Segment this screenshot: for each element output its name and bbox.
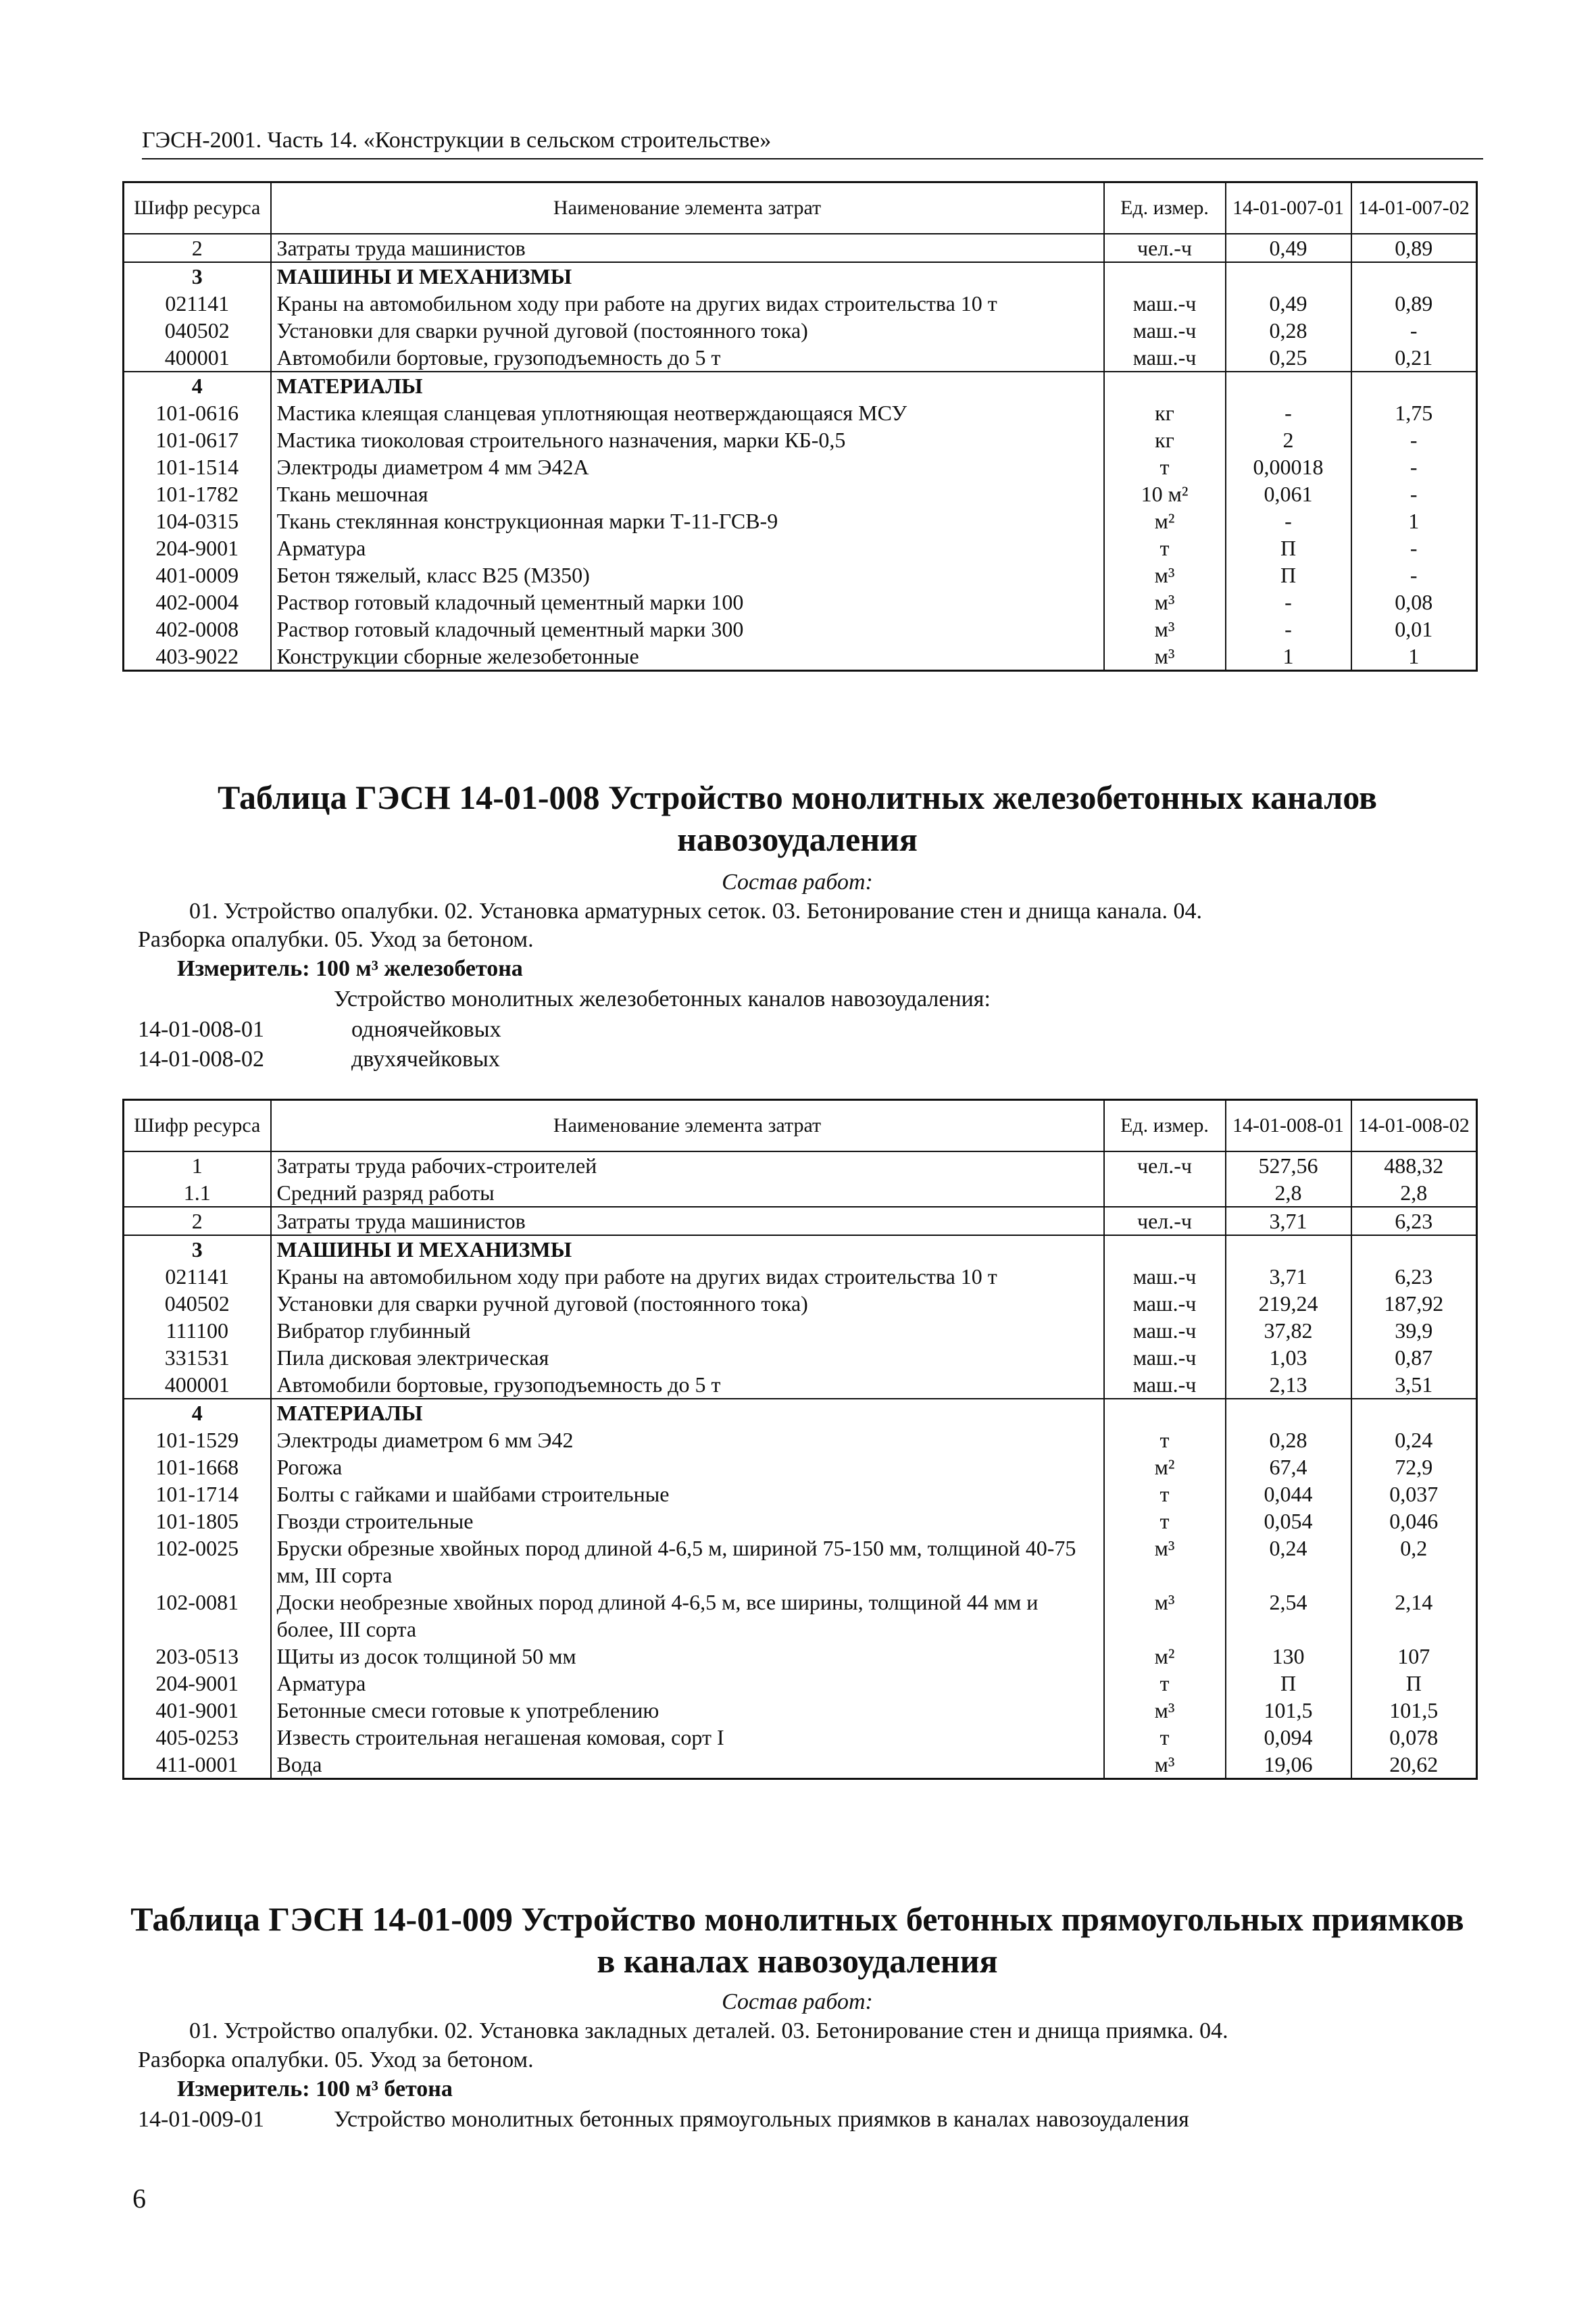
table-row xyxy=(124,1508,1477,1535)
row-value-1: 219,24 xyxy=(1226,1290,1351,1317)
table-row xyxy=(124,1643,1477,1670)
row-name: Электроды диаметром 6 мм Э42 xyxy=(271,1426,1104,1453)
row-value-1 xyxy=(1226,262,1351,290)
row-value-1: 19,06 xyxy=(1226,1751,1351,1779)
row-value-2: 0,89 xyxy=(1351,234,1477,262)
row-value-2: 0,078 xyxy=(1351,1724,1477,1751)
row-code: 101-0617 xyxy=(124,426,271,453)
row-code: 400001 xyxy=(124,344,271,372)
row-unit: м² xyxy=(1104,1453,1226,1480)
row-unit: маш.-ч xyxy=(1104,1371,1226,1399)
row-value-2: - xyxy=(1351,562,1477,589)
row-code: 401-0009 xyxy=(124,562,271,589)
row-name: Автомобили бортовые, грузоподъемность до 5 т xyxy=(271,344,1104,372)
row-name: Ткань мешочная xyxy=(271,480,1104,507)
row-code: 102-0025 xyxy=(124,1535,271,1589)
row-code: 040502 xyxy=(124,317,271,344)
cost-table-14-01-007 xyxy=(122,181,1478,672)
table-row xyxy=(124,1207,1477,1235)
item-code: 14-01-008-02 xyxy=(138,1047,264,1072)
table-section-row xyxy=(124,1399,1477,1426)
row-name: Пила дисковая электрическая xyxy=(271,1344,1104,1371)
row-unit: м³ xyxy=(1104,616,1226,643)
item-code: 14-01-009-01 xyxy=(138,2107,264,2132)
table-row xyxy=(124,1179,1477,1207)
table-row xyxy=(124,290,1477,317)
row-value-1: 67,4 xyxy=(1226,1453,1351,1480)
row-unit: чел.-ч xyxy=(1104,1151,1226,1179)
row-value-2: П xyxy=(1351,1670,1477,1697)
table-row xyxy=(124,589,1477,616)
row-value-1: 130 xyxy=(1226,1643,1351,1670)
row-code: 3 xyxy=(124,1235,271,1263)
page-number: 6 xyxy=(132,2183,146,2214)
row-value-1: П xyxy=(1226,562,1351,589)
row-name: Ткань стеклянная конструкционная марки Т-11-ГСВ-9 xyxy=(271,507,1104,534)
item-code: 14-01-008-01 xyxy=(138,1017,264,1042)
row-unit: т xyxy=(1104,1480,1226,1508)
row-value-1: 3,71 xyxy=(1226,1207,1351,1235)
column-header-code: Шифр ресурса xyxy=(124,182,271,234)
row-value-1 xyxy=(1226,1399,1351,1426)
table-row xyxy=(124,399,1477,426)
row-value-1: 3,71 xyxy=(1226,1263,1351,1290)
row-value-2: - xyxy=(1351,534,1477,562)
row-unit: м³ xyxy=(1104,562,1226,589)
work-subtitle: Устройство монолитных железобетонных каналов навозоудаления: xyxy=(334,987,991,1012)
row-code: 204-9001 xyxy=(124,1670,271,1697)
row-name: Рогожа xyxy=(271,1453,1104,1480)
row-value-2: 0,24 xyxy=(1351,1426,1477,1453)
row-name: Краны на автомобильном ходу при работе на других видах строительства 10 т xyxy=(271,290,1104,317)
composition-text-line-1: 01. Устройство опалубки. 02. Установка закладных деталей. 03. Бетонирование стен и днища приямка. 04. xyxy=(189,2018,1228,2043)
row-value-1: 0,49 xyxy=(1226,234,1351,262)
row-value-2: 39,9 xyxy=(1351,1317,1477,1344)
row-code: 401-9001 xyxy=(124,1697,271,1724)
row-unit: м³ xyxy=(1104,1697,1226,1724)
row-name: МАТЕРИАЛЫ xyxy=(271,1399,1104,1426)
row-name: МАШИНЫ И МЕХАНИЗМЫ xyxy=(271,262,1104,290)
row-unit: кг xyxy=(1104,426,1226,453)
row-value-1 xyxy=(1226,372,1351,399)
column-header-value-1: 14-01-007-01 xyxy=(1226,182,1351,234)
table-row xyxy=(124,1344,1477,1371)
row-unit: м³ xyxy=(1104,1535,1226,1589)
row-unit: м³ xyxy=(1104,589,1226,616)
column-header-name: Наименование элемента затрат xyxy=(271,182,1104,234)
row-name: Доски необрезные хвойных пород длиной 4-6,5 м, все ширины, толщиной 44 мм и более, III сорта xyxy=(271,1589,1104,1643)
row-unit: т xyxy=(1104,453,1226,480)
table-row xyxy=(124,480,1477,507)
row-value-2: 6,23 xyxy=(1351,1263,1477,1290)
row-name: Мастика тиоколовая строительного назначения, марки КБ-0,5 xyxy=(271,426,1104,453)
row-name: Затраты труда машинистов xyxy=(271,234,1104,262)
table-body xyxy=(124,234,1477,671)
row-unit: чел.-ч xyxy=(1104,234,1226,262)
row-value-2: 0,046 xyxy=(1351,1508,1477,1535)
row-name: Арматура xyxy=(271,534,1104,562)
row-unit: маш.-ч xyxy=(1104,290,1226,317)
row-code: 402-0008 xyxy=(124,616,271,643)
row-value-2: 2,8 xyxy=(1351,1179,1477,1207)
row-value-2: 0,01 xyxy=(1351,616,1477,643)
row-code: 101-1529 xyxy=(124,1426,271,1453)
row-name: Вода xyxy=(271,1751,1104,1779)
row-code: 101-1782 xyxy=(124,480,271,507)
row-value-1: П xyxy=(1226,534,1351,562)
row-value-1: 1,03 xyxy=(1226,1344,1351,1371)
meter-line: Измеритель: 100 м³ железобетона xyxy=(177,956,523,981)
row-code: 402-0004 xyxy=(124,589,271,616)
row-unit: м² xyxy=(1104,507,1226,534)
row-name: Автомобили бортовые, грузоподъемность до 5 т xyxy=(271,1371,1104,1399)
row-value-2: 2,14 xyxy=(1351,1589,1477,1643)
row-value-2: - xyxy=(1351,453,1477,480)
column-header-unit: Ед. измер. xyxy=(1104,1100,1226,1152)
row-value-2: - xyxy=(1351,480,1477,507)
row-unit: м³ xyxy=(1104,1589,1226,1643)
column-header-value-1: 14-01-008-01 xyxy=(1226,1100,1351,1152)
row-unit xyxy=(1104,372,1226,399)
row-code: 040502 xyxy=(124,1290,271,1317)
table-section-row xyxy=(124,1235,1477,1263)
row-value-1: - xyxy=(1226,589,1351,616)
row-unit: т xyxy=(1104,534,1226,562)
row-name: Конструкции сборные железобетонные xyxy=(271,643,1104,671)
table-section-row xyxy=(124,372,1477,399)
row-value-1: - xyxy=(1226,399,1351,426)
row-code: 102-0081 xyxy=(124,1589,271,1643)
row-name: Электроды диаметром 4 мм Э42А xyxy=(271,453,1104,480)
row-value-1: 0,061 xyxy=(1226,480,1351,507)
row-name: Известь строительная негашеная комовая, сорт I xyxy=(271,1724,1104,1751)
table-row xyxy=(124,1751,1477,1779)
row-value-2: 187,92 xyxy=(1351,1290,1477,1317)
row-value-2 xyxy=(1351,262,1477,290)
row-value-2: 0,21 xyxy=(1351,344,1477,372)
row-value-1: 0,00018 xyxy=(1226,453,1351,480)
row-code: 204-9001 xyxy=(124,534,271,562)
row-code: 3 xyxy=(124,262,271,290)
row-unit xyxy=(1104,1179,1226,1207)
row-value-2: 1 xyxy=(1351,643,1477,671)
table-row xyxy=(124,1453,1477,1480)
row-unit: т xyxy=(1104,1508,1226,1535)
row-code: 4 xyxy=(124,1399,271,1426)
row-value-2 xyxy=(1351,372,1477,399)
table-row xyxy=(124,534,1477,562)
row-name: Бетон тяжелый, класс В25 (М350) xyxy=(271,562,1104,589)
row-value-2: 0,037 xyxy=(1351,1480,1477,1508)
table-row xyxy=(124,562,1477,589)
row-code: 021141 xyxy=(124,1263,271,1290)
row-unit xyxy=(1104,1235,1226,1263)
row-value-2: 1,75 xyxy=(1351,399,1477,426)
row-code: 203-0513 xyxy=(124,1643,271,1670)
row-value-1: 1 xyxy=(1226,643,1351,671)
composition-label: Состав работ: xyxy=(722,870,873,895)
row-name: Краны на автомобильном ходу при работе на других видах строительства 10 т xyxy=(271,1263,1104,1290)
table-section-row xyxy=(124,262,1477,290)
row-name: Вибратор глубинный xyxy=(271,1317,1104,1344)
row-unit: маш.-ч xyxy=(1104,1263,1226,1290)
row-name: Раствор готовый кладочный цементный марки 100 xyxy=(271,589,1104,616)
row-value-1: 37,82 xyxy=(1226,1317,1351,1344)
table-row xyxy=(124,317,1477,344)
table-row xyxy=(124,1670,1477,1697)
row-unit: 10 м² xyxy=(1104,480,1226,507)
row-code: 331531 xyxy=(124,1344,271,1371)
row-unit: маш.-ч xyxy=(1104,344,1226,372)
row-code: 2 xyxy=(124,1207,271,1235)
row-unit: чел.-ч xyxy=(1104,1207,1226,1235)
row-code: 400001 xyxy=(124,1371,271,1399)
row-value-1: 0,054 xyxy=(1226,1508,1351,1535)
row-unit: маш.-ч xyxy=(1104,1344,1226,1371)
table-row xyxy=(124,616,1477,643)
row-unit: маш.-ч xyxy=(1104,1317,1226,1344)
row-name: Бетонные смеси готовые к употреблению xyxy=(271,1697,1104,1724)
column-header-code: Шифр ресурса xyxy=(124,1100,271,1152)
row-value-1: 2,54 xyxy=(1226,1589,1351,1643)
row-name: Затраты труда машинистов xyxy=(271,1207,1104,1235)
table-row xyxy=(124,1724,1477,1751)
row-name: Арматура xyxy=(271,1670,1104,1697)
row-value-1: 527,56 xyxy=(1226,1151,1351,1179)
row-value-2 xyxy=(1351,1235,1477,1263)
composition-text-line-1: 01. Устройство опалубки. 02. Установка арматурных сеток. 03. Бетонирование стен и днища канала. 04. xyxy=(189,899,1202,924)
row-value-2: 6,23 xyxy=(1351,1207,1477,1235)
row-value-2: 107 xyxy=(1351,1643,1477,1670)
row-value-2: 0,2 xyxy=(1351,1535,1477,1589)
row-unit: м³ xyxy=(1104,1751,1226,1779)
row-code: 411-0001 xyxy=(124,1751,271,1779)
table-row xyxy=(124,1589,1477,1643)
table-row xyxy=(124,1317,1477,1344)
table-row xyxy=(124,426,1477,453)
row-value-1: 2 xyxy=(1226,426,1351,453)
row-value-1: 0,094 xyxy=(1226,1724,1351,1751)
composition-text-line-2: Разборка опалубки. 05. Уход за бетоном. xyxy=(138,927,534,952)
table-row xyxy=(124,1697,1477,1724)
row-code: 101-1714 xyxy=(124,1480,271,1508)
item-text: одноячейковых xyxy=(351,1017,501,1042)
row-value-1: 0,49 xyxy=(1226,290,1351,317)
row-value-1: 0,25 xyxy=(1226,344,1351,372)
composition-text-line-2: Разборка опалубки. 05. Уход за бетоном. xyxy=(138,2047,534,2072)
table-title-008-line-1: Таблица ГЭСН 14-01-008 Устройство монолитных железобетонных каналов xyxy=(217,778,1378,816)
column-header-name: Наименование элемента затрат xyxy=(271,1100,1104,1152)
row-value-2: 0,89 xyxy=(1351,290,1477,317)
row-value-2: 0,87 xyxy=(1351,1344,1477,1371)
row-name: Установки для сварки ручной дуговой (постоянного тока) xyxy=(271,1290,1104,1317)
row-value-2: 0,08 xyxy=(1351,589,1477,616)
row-unit: кг xyxy=(1104,399,1226,426)
row-value-1: 2,13 xyxy=(1226,1371,1351,1399)
row-unit xyxy=(1104,1399,1226,1426)
row-code: 021141 xyxy=(124,290,271,317)
item-text: двухячейковых xyxy=(351,1047,500,1072)
table-row xyxy=(124,453,1477,480)
row-value-1: 2,8 xyxy=(1226,1179,1351,1207)
row-code: 405-0253 xyxy=(124,1724,271,1751)
row-unit xyxy=(1104,262,1226,290)
row-value-1: - xyxy=(1226,616,1351,643)
column-header-value-2: 14-01-007-02 xyxy=(1351,182,1477,234)
row-value-1: 0,044 xyxy=(1226,1480,1351,1508)
row-value-1: 0,24 xyxy=(1226,1535,1351,1589)
table-row xyxy=(124,1263,1477,1290)
table-row xyxy=(124,507,1477,534)
cost-table-14-01-008 xyxy=(122,1099,1478,1780)
row-value-2: 488,32 xyxy=(1351,1151,1477,1179)
row-unit: м³ xyxy=(1104,643,1226,671)
row-value-1: - xyxy=(1226,507,1351,534)
row-unit: маш.-ч xyxy=(1104,1290,1226,1317)
row-code: 4 xyxy=(124,372,271,399)
row-unit: т xyxy=(1104,1724,1226,1751)
row-name: Гвозди строительные xyxy=(271,1508,1104,1535)
row-value-2: 3,51 xyxy=(1351,1371,1477,1399)
table-row xyxy=(124,643,1477,671)
table-row xyxy=(124,344,1477,372)
item-text: Устройство монолитных бетонных прямоугольных приямков в каналах навозоудаления xyxy=(334,2107,1189,2132)
row-name: Средний разряд работы xyxy=(271,1179,1104,1207)
row-code: 111100 xyxy=(124,1317,271,1344)
row-unit: маш.-ч xyxy=(1104,317,1226,344)
table-row xyxy=(124,234,1477,262)
table-title-009-line-1: Таблица ГЭСН 14-01-009 Устройство монолитных бетонных прямоугольных приямков xyxy=(130,1900,1464,1938)
composition-label: Состав работ: xyxy=(722,1989,873,2014)
row-value-2: 101,5 xyxy=(1351,1697,1477,1724)
row-unit: т xyxy=(1104,1426,1226,1453)
meter-line: Измеритель: 100 м³ бетона xyxy=(177,2076,453,2101)
row-value-2: 20,62 xyxy=(1351,1751,1477,1779)
table-title-009-line-2: в каналах навозоудаления xyxy=(597,1942,998,1980)
row-value-2: 1 xyxy=(1351,507,1477,534)
row-code: 101-0616 xyxy=(124,399,271,426)
table-row xyxy=(124,1480,1477,1508)
row-name: Раствор готовый кладочный цементный марки 300 xyxy=(271,616,1104,643)
row-name: МАТЕРИАЛЫ xyxy=(271,372,1104,399)
row-name: Затраты труда рабочих-строителей xyxy=(271,1151,1104,1179)
row-value-1: П xyxy=(1226,1670,1351,1697)
row-value-2: - xyxy=(1351,426,1477,453)
row-value-1 xyxy=(1226,1235,1351,1263)
row-value-2 xyxy=(1351,1399,1477,1426)
row-code: 104-0315 xyxy=(124,507,271,534)
row-value-1: 0,28 xyxy=(1226,317,1351,344)
table-row xyxy=(124,1290,1477,1317)
row-unit: т xyxy=(1104,1670,1226,1697)
row-value-2: - xyxy=(1351,317,1477,344)
row-name: МАШИНЫ И МЕХАНИЗМЫ xyxy=(271,1235,1104,1263)
page-header: ГЭСН-2001. Часть 14. «Конструкции в сельском строительстве» xyxy=(142,126,1483,159)
table-row xyxy=(124,1426,1477,1453)
row-value-2: 72,9 xyxy=(1351,1453,1477,1480)
row-code: 1 xyxy=(124,1151,271,1179)
table-body xyxy=(124,1151,1477,1779)
row-name: Установки для сварки ручной дуговой (постоянного тока) xyxy=(271,317,1104,344)
row-code: 1.1 xyxy=(124,1179,271,1207)
row-unit: м² xyxy=(1104,1643,1226,1670)
row-code: 403-9022 xyxy=(124,643,271,671)
row-name: Болты с гайками и шайбами строительные xyxy=(271,1480,1104,1508)
row-code: 101-1668 xyxy=(124,1453,271,1480)
table-title-008-line-2: навозоудаления xyxy=(677,820,918,858)
row-code: 101-1805 xyxy=(124,1508,271,1535)
column-header-unit: Ед. измер. xyxy=(1104,182,1226,234)
row-value-1: 0,28 xyxy=(1226,1426,1351,1453)
column-header-value-2: 14-01-008-02 xyxy=(1351,1100,1477,1152)
table-row xyxy=(124,1535,1477,1589)
table-row xyxy=(124,1151,1477,1179)
row-name: Бруски обрезные хвойных пород длиной 4-6,5 м, шириной 75-150 мм, толщиной 40-75 мм, III сорта xyxy=(271,1535,1104,1589)
table-row xyxy=(124,1371,1477,1399)
row-name: Щиты из досок толщиной 50 мм xyxy=(271,1643,1104,1670)
row-value-1: 101,5 xyxy=(1226,1697,1351,1724)
row-code: 101-1514 xyxy=(124,453,271,480)
row-name: Мастика клеящая сланцевая уплотняющая неотверждающаяся МСУ xyxy=(271,399,1104,426)
row-code: 2 xyxy=(124,234,271,262)
